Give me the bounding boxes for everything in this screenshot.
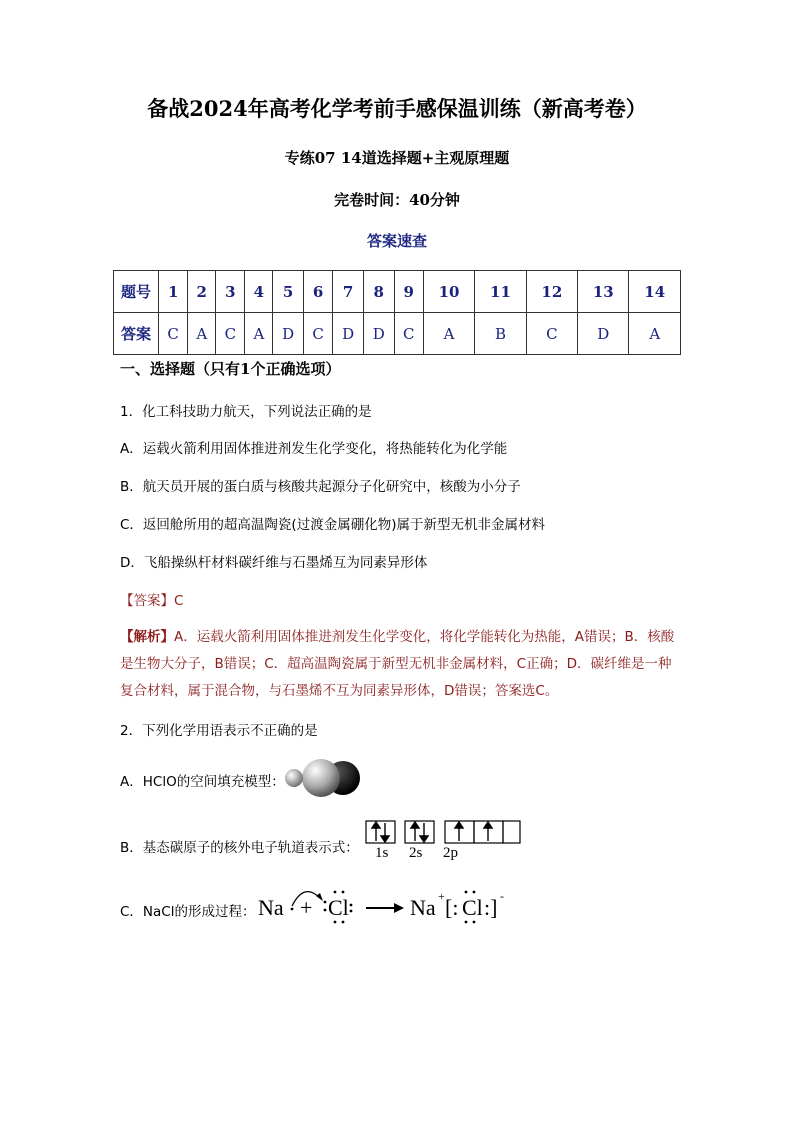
q1-answer — [120, 589, 183, 609]
answer-table-number-row — [114, 271, 681, 313]
hclo-space-filling-model — [282, 756, 362, 800]
product-na: Na — [410, 895, 436, 920]
question-number: 14 — [629, 271, 681, 313]
answer-cell: D — [578, 313, 629, 355]
answer-cell: B — [475, 313, 526, 355]
question-number: 5 — [273, 271, 304, 313]
page-title: 备战2024年高考化学考前手感保温训练（新高考卷） — [147, 96, 647, 121]
answer-cell: A — [245, 313, 273, 355]
q1-option-b: B．航天员开展的蛋白质与核酸共起源分子化研究中，核酸为小分子 — [120, 479, 521, 495]
answer-value: C — [174, 593, 184, 609]
number-row-label: 题号 — [114, 271, 159, 313]
bracket-open: [: — [445, 895, 459, 920]
section-title: 一、选择题（只有1个正确选项） — [120, 360, 341, 378]
explanation-tag: 【解析】 — [120, 629, 174, 645]
bracket-close: :] — [484, 895, 498, 920]
charge-minus: - — [500, 889, 504, 903]
answer-cell: D — [363, 313, 394, 355]
question-number: 4 — [245, 271, 273, 313]
answer-cell: C — [216, 313, 245, 355]
exam-time: 完卷时间：40分钟 — [334, 191, 460, 209]
nacl-formation-equation — [254, 880, 510, 926]
question-number: 9 — [394, 271, 423, 313]
reactant-cl: Cl — [328, 895, 349, 920]
q2-option-b: B．基态碳原子的核外电子轨道表示式： — [120, 840, 359, 856]
question-number: 11 — [475, 271, 526, 313]
question-number: 8 — [363, 271, 394, 313]
answer-table-answer-row — [114, 313, 681, 355]
question-number: 1 — [159, 271, 188, 313]
question-number: 3 — [216, 271, 245, 313]
q2-option-c: C．NaCl的形成过程： — [120, 904, 256, 920]
answer-cell: C — [303, 313, 332, 355]
q2-stem: 2．下列化学用语表示不正确的是 — [120, 723, 318, 739]
page-subtitle: 专练07 14道选择题+主观原理题 — [284, 149, 510, 167]
q1-option-c: C．返回舱所用的超高温陶瓷(过渡金属硼化物)属于新型无机非金属材料 — [120, 517, 545, 533]
question-number: 7 — [333, 271, 364, 313]
quick-answer-heading: 答案速查 — [366, 232, 427, 250]
q1-option-a: A．运载火箭利用固体推进剂发生化学变化，将热能转化为化学能 — [120, 441, 508, 457]
answer-cell: D — [273, 313, 304, 355]
orbital-label-2p: 2p — [443, 845, 458, 861]
question-number: 10 — [423, 271, 474, 313]
reactant-na: Na — [258, 895, 284, 920]
question-number: 13 — [578, 271, 629, 313]
plus-sign: + — [300, 895, 313, 920]
explanation-text: A．运载火箭利用固体推进剂发生化学变化，将化学能转化为热能，A错误；B．核酸是生物大分子，B错误；C．超高温陶瓷属于新型无机非金属材料，C正确；D．碳纤维是一种复合材料，属于混合物，与石墨烯不互为同素异形体，D错误；答案选C。 — [120, 629, 675, 699]
orbital-label-2s: 2s — [409, 845, 423, 861]
answer-cell: C — [159, 313, 188, 355]
question-number: 12 — [526, 271, 577, 313]
q2-option-a: A．HClO的空间填充模型： — [120, 774, 285, 790]
q1-option-d: D．飞船操纵杆材料碳纤维与石墨烯互为同素异形体 — [120, 555, 428, 571]
question-number: 6 — [303, 271, 332, 313]
orbital-label-1s: 1s — [375, 845, 389, 861]
product-cl: Cl — [462, 895, 483, 920]
answer-row-label: 答案 — [114, 313, 159, 355]
answer-table — [113, 270, 681, 355]
carbon-orbital-diagram — [365, 820, 525, 846]
answer-cell: A — [188, 313, 216, 355]
answer-cell: C — [394, 313, 423, 355]
q1-stem: 1．化工科技助力航天，下列说法正确的是 — [120, 404, 372, 420]
question-number: 2 — [188, 271, 216, 313]
answer-cell: C — [526, 313, 577, 355]
answer-cell: A — [423, 313, 474, 355]
q1-explanation — [120, 624, 676, 705]
answer-cell: D — [333, 313, 364, 355]
answer-cell: A — [629, 313, 681, 355]
answer-tag: 【答案】 — [120, 593, 174, 609]
charge-plus: + — [438, 889, 445, 903]
